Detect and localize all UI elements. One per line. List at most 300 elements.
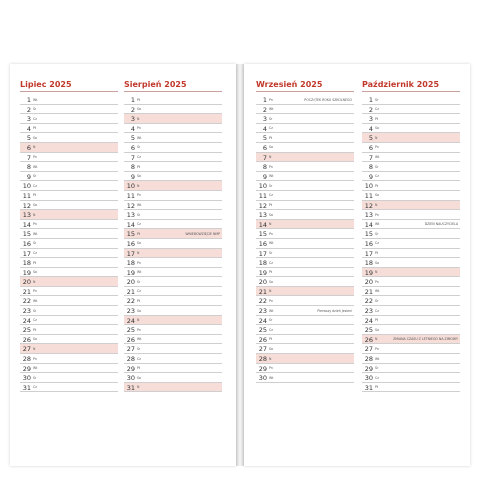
- day-row: [124, 162, 222, 172]
- day-number: 24: [258, 316, 267, 325]
- weekday-label: N: [269, 155, 272, 160]
- weekday-label: Pn: [137, 126, 141, 131]
- title-divider: [256, 91, 354, 92]
- day-number: 19: [364, 268, 373, 277]
- weekday-label: Pt: [269, 203, 273, 208]
- weekday-label: So: [33, 135, 37, 140]
- day-number: 3: [26, 115, 31, 124]
- day-number: 5: [130, 134, 135, 143]
- day-row: [124, 143, 222, 153]
- day-number: 4: [262, 124, 267, 133]
- day-row: [20, 105, 118, 115]
- day-row: [20, 124, 118, 134]
- day-row: [20, 220, 118, 230]
- weekday-label: So: [269, 346, 273, 351]
- weekday-label: Pt: [269, 135, 273, 140]
- day-number: 1: [130, 96, 135, 104]
- day-number: 21: [126, 287, 135, 296]
- day-number: 22: [22, 297, 31, 306]
- day-row: [256, 220, 354, 230]
- weekday-label: Śr: [375, 97, 379, 102]
- day-number: 21: [258, 287, 267, 296]
- day-row: [20, 354, 118, 364]
- day-number: 14: [364, 220, 373, 229]
- weekday-label: Pt: [375, 385, 379, 390]
- day-number: 22: [364, 297, 373, 306]
- weekday-label: Wt: [137, 135, 142, 140]
- weekday-label: Pt: [137, 97, 141, 102]
- day-row: [124, 325, 222, 335]
- day-number: 18: [22, 259, 31, 268]
- weekday-label: Śr: [33, 107, 37, 112]
- day-row: [362, 373, 460, 383]
- weekday-label: N: [137, 183, 140, 188]
- weekday-label: N: [33, 145, 36, 150]
- day-row: [362, 133, 460, 143]
- day-row: [124, 105, 222, 115]
- day-number: 12: [258, 201, 267, 210]
- day-number: 28: [364, 355, 373, 364]
- day-row: [256, 162, 354, 172]
- weekday-label: Śr: [269, 251, 273, 255]
- day-number: 6: [368, 143, 373, 152]
- weekday-label: Cz: [137, 155, 141, 160]
- day-number: 7: [368, 153, 373, 162]
- day-number: 21: [364, 287, 373, 296]
- day-row: [362, 191, 460, 201]
- day-number: 23: [258, 307, 267, 316]
- day-number: 6: [262, 143, 267, 152]
- day-number: 26: [258, 335, 267, 344]
- day-row: [256, 172, 354, 182]
- day-number: 12: [126, 201, 135, 210]
- weekday-label: Pn: [33, 222, 37, 227]
- day-row: [20, 268, 118, 278]
- day-number: 1: [26, 96, 31, 104]
- day-number: 27: [364, 345, 373, 354]
- day-row: [124, 95, 222, 105]
- day-row: [362, 335, 460, 345]
- day-number: 21: [22, 287, 31, 296]
- day-number: 7: [262, 153, 267, 162]
- day-number: 11: [126, 191, 135, 200]
- day-row: [362, 181, 460, 191]
- day-number: 5: [262, 134, 267, 143]
- weekday-label: Wt: [375, 155, 380, 160]
- day-number: 10: [258, 182, 267, 191]
- day-number: 7: [26, 153, 31, 162]
- day-number: 16: [364, 239, 373, 248]
- day-row: [20, 316, 118, 326]
- day-number: 14: [22, 220, 31, 229]
- day-list: [362, 95, 460, 392]
- weekday-label: Wt: [269, 107, 274, 112]
- day-number: 14: [258, 220, 267, 229]
- day-number: 25: [22, 326, 31, 335]
- weekday-label: N: [375, 203, 378, 208]
- weekday-label: Pt: [33, 126, 37, 131]
- weekday-label: Pn: [137, 193, 141, 198]
- day-row: [20, 181, 118, 191]
- day-row: [124, 153, 222, 163]
- day-number: 16: [126, 239, 135, 248]
- day-number: 4: [26, 124, 31, 133]
- weekday-label: Pn: [269, 164, 273, 169]
- day-number: 27: [22, 345, 31, 354]
- day-row: [362, 105, 460, 115]
- weekday-label: Pt: [375, 251, 379, 255]
- day-number: 20: [258, 278, 267, 287]
- day-row: [256, 201, 354, 211]
- weekday-label: Pn: [33, 289, 37, 294]
- day-row: [20, 172, 118, 182]
- day-number: 28: [258, 355, 267, 364]
- weekday-label: Pn: [375, 145, 379, 150]
- day-row: [124, 124, 222, 134]
- day-row: [20, 239, 118, 249]
- day-row: [20, 201, 118, 211]
- day-number: 9: [26, 172, 31, 181]
- day-row: [362, 364, 460, 374]
- day-number: 23: [364, 307, 373, 316]
- weekday-label: N: [269, 289, 272, 294]
- day-row: [20, 133, 118, 143]
- weekday-label: Pn: [269, 298, 273, 303]
- day-number: 13: [126, 211, 135, 220]
- day-number: 1: [368, 96, 373, 104]
- day-number: 15: [364, 230, 373, 239]
- day-number: 10: [364, 182, 373, 191]
- day-number: 5: [368, 134, 373, 143]
- weekday-label: So: [137, 241, 141, 246]
- day-row: [256, 114, 354, 124]
- day-row: [20, 373, 118, 383]
- day-number: 30: [258, 374, 267, 383]
- weekday-label: Śr: [269, 116, 273, 121]
- weekday-label: N: [137, 385, 140, 390]
- weekday-label: N: [269, 356, 272, 361]
- day-row: [256, 191, 354, 201]
- day-row: [124, 220, 222, 230]
- weekday-label: Cz: [137, 289, 141, 294]
- day-row: [124, 373, 222, 383]
- day-row: [362, 114, 460, 124]
- day-number: 26: [364, 335, 373, 344]
- day-number: 11: [364, 191, 373, 200]
- day-row: [124, 191, 222, 201]
- day-row: [20, 114, 118, 124]
- book-spine: [236, 64, 244, 466]
- weekday-label: Wt: [269, 174, 274, 179]
- day-number: 18: [364, 259, 373, 268]
- day-row: [124, 296, 222, 306]
- day-number: 9: [368, 172, 373, 181]
- weekday-label: Wt: [33, 366, 38, 371]
- day-number: 25: [126, 326, 135, 335]
- weekday-label: So: [375, 327, 379, 332]
- day-row: [256, 105, 354, 115]
- day-number: 29: [126, 364, 135, 373]
- weekday-label: Pt: [375, 116, 379, 121]
- day-number: 30: [364, 374, 373, 383]
- weekday-label: Śr: [137, 346, 141, 351]
- day-number: 28: [126, 355, 135, 364]
- day-number: 13: [258, 211, 267, 220]
- day-number: 9: [130, 172, 135, 181]
- day-number: 2: [130, 105, 135, 114]
- weekday-label: Pt: [137, 231, 141, 236]
- day-row: [124, 258, 222, 268]
- day-row: [20, 162, 118, 172]
- weekday-label: Śr: [269, 318, 273, 323]
- weekday-label: Śr: [33, 375, 37, 380]
- weekday-label: Cz: [33, 183, 37, 188]
- day-row: [124, 287, 222, 297]
- day-row: [20, 277, 118, 287]
- day-number: 12: [364, 201, 373, 210]
- weekday-label: So: [137, 375, 141, 380]
- month-column-september: [256, 80, 354, 383]
- month-title: Wrzesień 2025: [256, 80, 323, 89]
- day-row: [124, 229, 222, 239]
- day-row: [256, 287, 354, 297]
- weekday-label: Śr: [375, 164, 379, 169]
- weekday-label: N: [33, 279, 36, 284]
- day-number: 27: [258, 345, 267, 354]
- day-number: 3: [368, 115, 373, 124]
- weekday-label: Wt: [137, 270, 142, 275]
- weekday-label: Cz: [375, 308, 379, 313]
- day-row: [256, 181, 354, 191]
- day-row: [124, 344, 222, 354]
- weekday-label: Cz: [33, 116, 37, 121]
- left-page: [10, 64, 236, 466]
- day-number: 8: [130, 163, 135, 172]
- weekday-label: Śr: [137, 279, 141, 284]
- weekday-label: Wt: [137, 203, 142, 208]
- weekday-label: Cz: [33, 318, 37, 323]
- title-divider: [124, 91, 222, 92]
- weekday-label: Śr: [137, 145, 141, 150]
- day-number: 17: [258, 249, 267, 258]
- day-row: [20, 95, 118, 105]
- day-row: [362, 239, 460, 249]
- weekday-label: Śr: [375, 298, 379, 303]
- weekday-label: Pt: [33, 260, 37, 265]
- day-row: [124, 316, 222, 326]
- day-row: [362, 172, 460, 182]
- day-number: 24: [364, 316, 373, 325]
- holiday-note: DZIEŃ NAUCZYCIELA: [424, 222, 458, 227]
- weekday-label: Wt: [269, 241, 274, 246]
- day-number: 9: [262, 172, 267, 181]
- day-row: [20, 191, 118, 201]
- day-number: 25: [258, 326, 267, 335]
- day-number: 27: [126, 345, 135, 354]
- weekday-label: Wt: [269, 375, 274, 380]
- day-row: [362, 258, 460, 268]
- day-row: [20, 344, 118, 354]
- holiday-note: ZMIANA CZASU Z LETNIEGO NA ZIMOWY: [393, 337, 458, 342]
- day-row: [362, 220, 460, 230]
- day-number: 30: [22, 374, 31, 383]
- weekday-label: Wt: [375, 222, 380, 227]
- day-number: 3: [262, 115, 267, 124]
- weekday-label: Śr: [269, 183, 273, 188]
- day-row: [256, 306, 354, 316]
- day-number: 15: [258, 230, 267, 239]
- weekday-label: Cz: [269, 193, 273, 198]
- weekday-label: Śr: [33, 308, 37, 313]
- day-number: 14: [126, 220, 135, 229]
- day-row: [124, 354, 222, 364]
- day-number: 4: [368, 124, 373, 133]
- day-row: [20, 287, 118, 297]
- day-row: [362, 277, 460, 287]
- day-number: 15: [126, 230, 135, 239]
- day-number: 10: [126, 182, 135, 191]
- day-number: 28: [22, 355, 31, 364]
- weekday-label: Cz: [269, 260, 273, 265]
- weekday-label: So: [375, 193, 379, 198]
- weekday-label: Cz: [269, 126, 273, 131]
- day-row: [20, 143, 118, 153]
- day-row: [124, 239, 222, 249]
- day-row: [362, 325, 460, 335]
- day-row: [362, 229, 460, 239]
- weekday-label: Pn: [33, 356, 37, 361]
- day-number: 22: [126, 297, 135, 306]
- day-row: [124, 249, 222, 259]
- day-number: 18: [126, 259, 135, 268]
- weekday-label: Wt: [33, 97, 38, 102]
- day-row: [362, 306, 460, 316]
- day-row: [362, 268, 460, 278]
- day-row: [256, 258, 354, 268]
- day-number: 12: [22, 201, 31, 210]
- weekday-label: N: [33, 346, 36, 351]
- day-number: 31: [22, 383, 31, 392]
- weekday-label: Pt: [33, 327, 37, 332]
- weekday-label: N: [137, 116, 140, 121]
- day-number: 22: [258, 297, 267, 306]
- day-number: 29: [22, 364, 31, 373]
- day-number: 18: [258, 259, 267, 268]
- weekday-label: Wt: [33, 298, 38, 303]
- day-row: [256, 268, 354, 278]
- weekday-label: Pt: [375, 183, 379, 188]
- day-row: [20, 210, 118, 220]
- day-row: [20, 296, 118, 306]
- day-row: [256, 296, 354, 306]
- day-row: [256, 335, 354, 345]
- day-row: [124, 181, 222, 191]
- day-row: [20, 258, 118, 268]
- weekday-label: So: [269, 279, 273, 284]
- day-number: 2: [262, 105, 267, 114]
- day-row: [256, 210, 354, 220]
- day-row: [256, 249, 354, 259]
- day-number: 26: [22, 335, 31, 344]
- day-row: [362, 249, 460, 259]
- day-row: [124, 210, 222, 220]
- day-row: [256, 325, 354, 335]
- day-row: [256, 373, 354, 383]
- weekday-label: Cz: [375, 241, 379, 246]
- weekday-label: So: [137, 308, 141, 313]
- day-row: [256, 354, 354, 364]
- day-row: [362, 354, 460, 364]
- day-number: 16: [22, 239, 31, 248]
- day-row: [20, 325, 118, 335]
- day-row: [256, 153, 354, 163]
- day-number: 31: [364, 383, 373, 392]
- weekday-label: N: [269, 222, 272, 227]
- weekday-label: Pn: [375, 279, 379, 284]
- weekday-label: So: [33, 337, 37, 342]
- day-row: [362, 143, 460, 153]
- day-number: 30: [126, 374, 135, 383]
- day-number: 6: [26, 143, 31, 152]
- day-number: 11: [22, 191, 31, 200]
- month-column-july: [20, 80, 118, 392]
- day-row: [256, 239, 354, 249]
- weekday-label: N: [375, 135, 378, 140]
- weekday-label: Pt: [137, 366, 141, 371]
- day-row: [362, 210, 460, 220]
- weekday-label: Śr: [375, 366, 379, 371]
- day-row: [256, 229, 354, 239]
- weekday-label: Pn: [137, 327, 141, 332]
- weekday-label: Śr: [137, 212, 141, 217]
- day-row: [124, 201, 222, 211]
- day-number: 24: [22, 316, 31, 325]
- weekday-label: Wt: [33, 231, 38, 236]
- day-row: [256, 364, 354, 374]
- weekday-label: Śr: [33, 241, 37, 246]
- month-column-august: [124, 80, 222, 392]
- weekday-label: Cz: [137, 356, 141, 361]
- weekday-label: Pt: [137, 164, 141, 169]
- day-row: [362, 344, 460, 354]
- day-list: [256, 95, 354, 383]
- weekday-label: N: [375, 270, 378, 275]
- day-list: [124, 95, 222, 392]
- day-row: [20, 153, 118, 163]
- day-row: [362, 287, 460, 297]
- day-row: [20, 383, 118, 393]
- day-row: [362, 296, 460, 306]
- weekday-label: So: [269, 212, 273, 217]
- day-number: 2: [26, 105, 31, 114]
- day-row: [256, 124, 354, 134]
- day-row: [256, 277, 354, 287]
- day-number: 31: [126, 383, 135, 392]
- day-row: [20, 229, 118, 239]
- weekday-label: Śr: [33, 174, 37, 179]
- day-number: 3: [130, 115, 135, 124]
- day-number: 13: [22, 211, 31, 220]
- day-row: [256, 143, 354, 153]
- day-row: [124, 268, 222, 278]
- weekday-label: So: [269, 145, 273, 150]
- day-row: [124, 383, 222, 393]
- holiday-note: POCZĄTEK ROKU SZKOLNEGO: [304, 97, 352, 102]
- day-row: [124, 335, 222, 345]
- day-number: 23: [126, 307, 135, 316]
- weekday-label: Wt: [375, 356, 380, 361]
- day-number: 8: [26, 163, 31, 172]
